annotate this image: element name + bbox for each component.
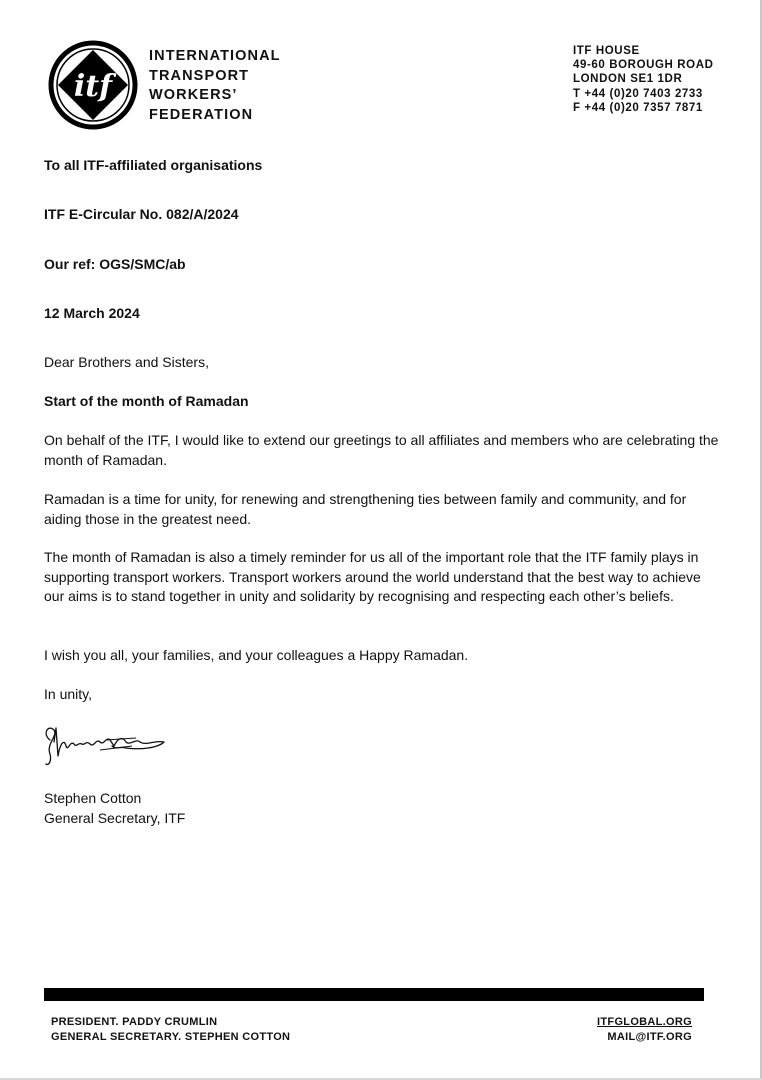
org-line: FEDERATION xyxy=(149,106,254,123)
footer-contact xyxy=(597,1015,692,1044)
signer-name: Stephen Cotton xyxy=(44,790,142,806)
org-line: TRANSPORT xyxy=(149,67,250,84)
org-line: WORKERS’ xyxy=(149,87,238,103)
recipient: To all ITF-affiliated organisations xyxy=(44,157,263,173)
paragraph: Ramadan is a time for unity, for renewing and strengthening ties between family and community, and for aiding those in the greatest need. xyxy=(44,491,687,527)
letter-date: 12 March 2024 xyxy=(44,305,140,321)
phone-line: T +44 (0)20 7403 2733 xyxy=(573,87,703,100)
paragraph: The month of Ramadan is also a timely reminder for us all of the important role that the ITF family plays in supporting transport workers. Transport workers around the world understand that the best way to achieve our aims is to stand together in unity and solidarity by recognising and respecting each other’s beliefs. xyxy=(44,549,701,604)
footer-divider xyxy=(44,988,704,1001)
signature xyxy=(40,720,170,770)
organisation-name xyxy=(149,47,281,125)
footer-general-secretary: GENERAL SECRETARY. STEPHEN COTTON xyxy=(51,1030,291,1043)
website-link[interactable]: ITFGLOBAL.ORG xyxy=(597,1016,692,1028)
footer-officers xyxy=(51,1015,290,1044)
fax-line: F +44 (0)20 7357 7871 xyxy=(573,101,703,114)
footer-email[interactable]: MAIL@ITF.ORG xyxy=(607,1030,692,1043)
salutation: Dear Brothers and Sisters, xyxy=(44,354,209,370)
org-line: INTERNATIONAL xyxy=(149,48,281,64)
closing: In unity, xyxy=(44,686,92,702)
address-line: LONDON SE1 1DR xyxy=(573,73,683,86)
footer-president: PRESIDENT. PADDY CRUMLIN xyxy=(51,1016,218,1028)
reference: Our ref: OGS/SMC/ab xyxy=(44,256,186,272)
address-line: ITF HOUSE xyxy=(573,45,640,57)
paragraph: I wish you all, your families, and your colleagues a Happy Ramadan. xyxy=(44,647,469,663)
signer-title: General Secretary, ITF xyxy=(44,810,186,826)
circular-number: ITF E-Circular No. 082/A/2024 xyxy=(44,206,239,222)
logo-text: itf xyxy=(73,69,113,104)
address-block xyxy=(573,44,714,115)
address-line: 49-60 BOROUGH ROAD xyxy=(573,59,714,72)
itf-logo xyxy=(48,40,138,130)
paragraph: On behalf of the ITF, I would like to extend our greetings to all affiliates and members who are celebrating the month of Ramadan. xyxy=(44,432,719,468)
subject: Start of the month of Ramadan xyxy=(44,393,249,409)
